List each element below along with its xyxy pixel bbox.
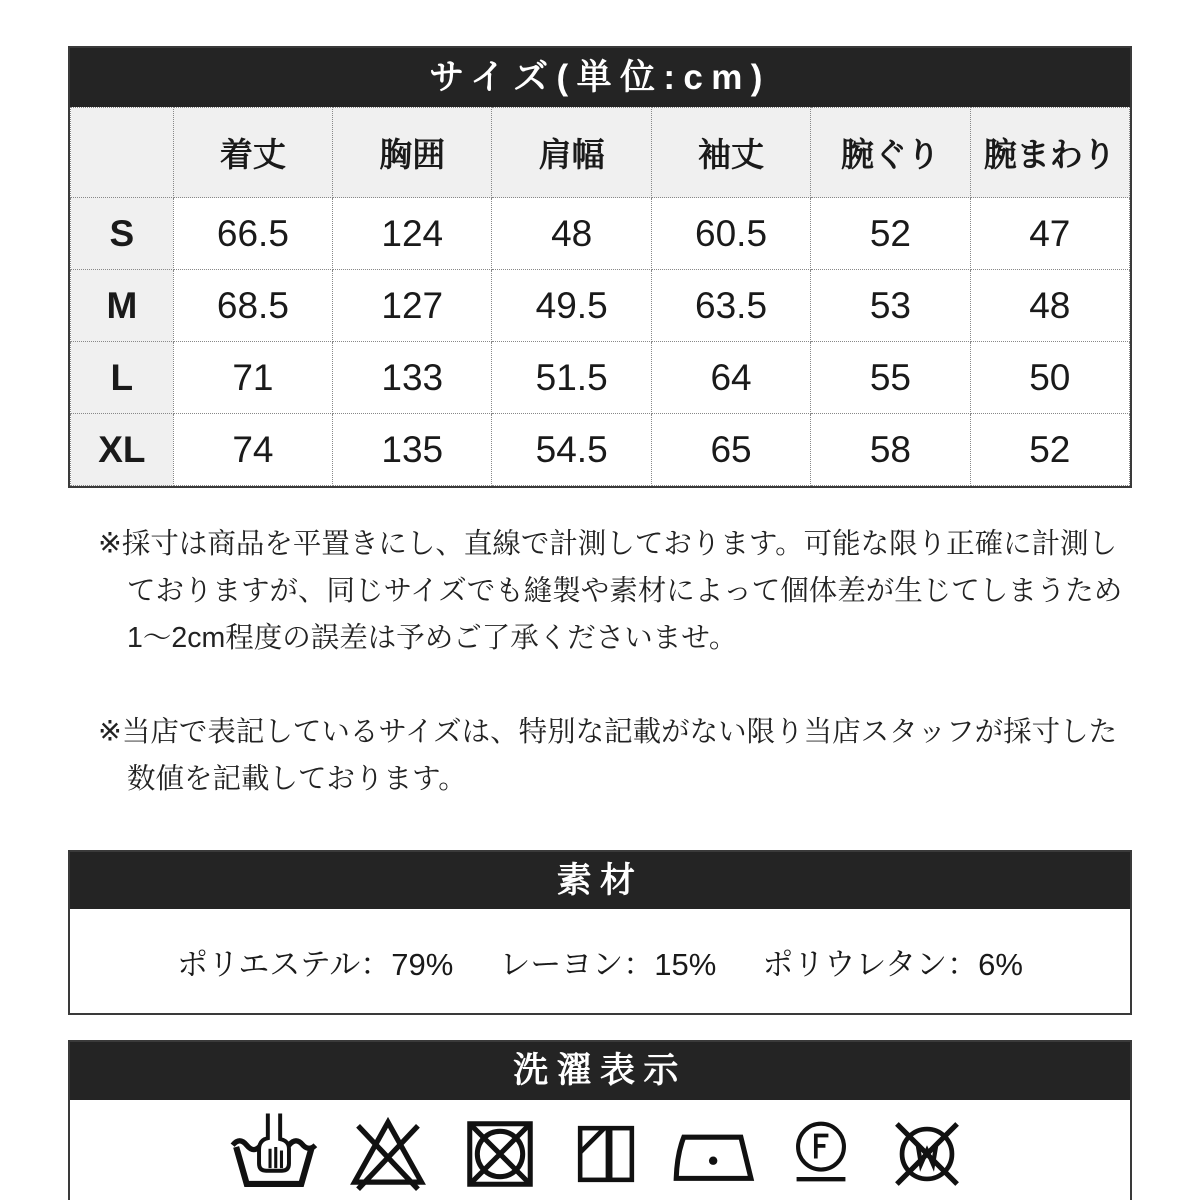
col-header-chest: 胸囲 [333, 108, 492, 198]
material-title: 素材 [70, 852, 1130, 909]
cell-value: 55 [811, 342, 970, 414]
note-line: 数値を記載しております。 [127, 763, 467, 795]
cell-value: 58 [811, 414, 970, 486]
dry-clean-petroleum-gentle-icon [784, 1110, 858, 1198]
table-row-l [71, 342, 1130, 414]
size-table-title: サイズ(単位:cm) [70, 48, 1130, 107]
col-header-sleeve: 袖丈 [651, 108, 810, 198]
col-header-shoulder: 肩幅 [492, 108, 651, 198]
size-label: XL [71, 414, 174, 486]
size-table [70, 107, 1130, 486]
cell-value: 65 [651, 414, 810, 486]
corner-cell [71, 108, 174, 198]
staff-note [98, 709, 1132, 803]
cell-value: 48 [492, 198, 651, 270]
cell-value: 60.5 [651, 198, 810, 270]
washing-title: 洗濯表示 [70, 1042, 1130, 1100]
notes-block [68, 488, 1132, 803]
cell-value: 50 [970, 342, 1129, 414]
cell-value: 124 [333, 198, 492, 270]
material-item: レーヨン：15% [499, 946, 717, 982]
table-row-s [71, 198, 1130, 270]
size-label: L [71, 342, 174, 414]
cell-value: 127 [333, 270, 492, 342]
material-composition [70, 909, 1130, 1013]
cell-value: 53 [811, 270, 970, 342]
cell-value: 49.5 [492, 270, 651, 342]
do-not-wet-clean-icon [884, 1111, 970, 1197]
note-line: 1〜2cm程度の誤差は予めご了承くださいませ。 [127, 622, 738, 654]
size-table-header-row [71, 108, 1130, 198]
do-not-tumble-dry-icon [458, 1112, 542, 1196]
washing-section [68, 1040, 1132, 1200]
note-line: ※採寸は商品を平置きにし、直線で計測しております。可能な限り正確に計測し [98, 528, 1118, 560]
iron-low-heat-icon [670, 1112, 758, 1196]
cell-value: 47 [970, 198, 1129, 270]
table-row-xl [71, 414, 1130, 486]
size-label: M [71, 270, 174, 342]
cell-value: 66.5 [173, 198, 332, 270]
col-header-length: 着丈 [173, 108, 332, 198]
cell-value: 68.5 [173, 270, 332, 342]
cell-value: 135 [333, 414, 492, 486]
material-item: ポリウレタン：6% [762, 946, 1023, 982]
cell-value: 54.5 [492, 414, 651, 486]
line-dry-in-shade-icon [568, 1112, 644, 1196]
hand-wash-icon [230, 1110, 318, 1198]
do-not-bleach-icon [344, 1110, 432, 1198]
size-table-section [68, 46, 1132, 488]
note-line: ※当店で表記しているサイズは、特別な記載がない限り当店スタッフが採寸した [98, 716, 1118, 748]
note-line: ておりますが、同じサイズでも縫製や素材によって個体差が生じてしまうため [127, 575, 1123, 607]
cell-value: 71 [173, 342, 332, 414]
col-header-armhole: 腕ぐり [811, 108, 970, 198]
col-header-arm-width: 腕まわり [970, 108, 1129, 198]
cell-value: 64 [651, 342, 810, 414]
measurement-note [98, 521, 1132, 662]
cell-value: 133 [333, 342, 492, 414]
care-symbols-row [70, 1100, 1130, 1200]
cell-value: 52 [970, 414, 1129, 486]
cell-value: 74 [173, 414, 332, 486]
size-label: S [71, 198, 174, 270]
cell-value: 48 [970, 270, 1129, 342]
material-section [68, 850, 1132, 1015]
cell-value: 63.5 [651, 270, 810, 342]
table-row-m [71, 270, 1130, 342]
cell-value: 52 [811, 198, 970, 270]
cell-value: 51.5 [492, 342, 651, 414]
material-item: ポリエステル：79% [177, 946, 454, 982]
